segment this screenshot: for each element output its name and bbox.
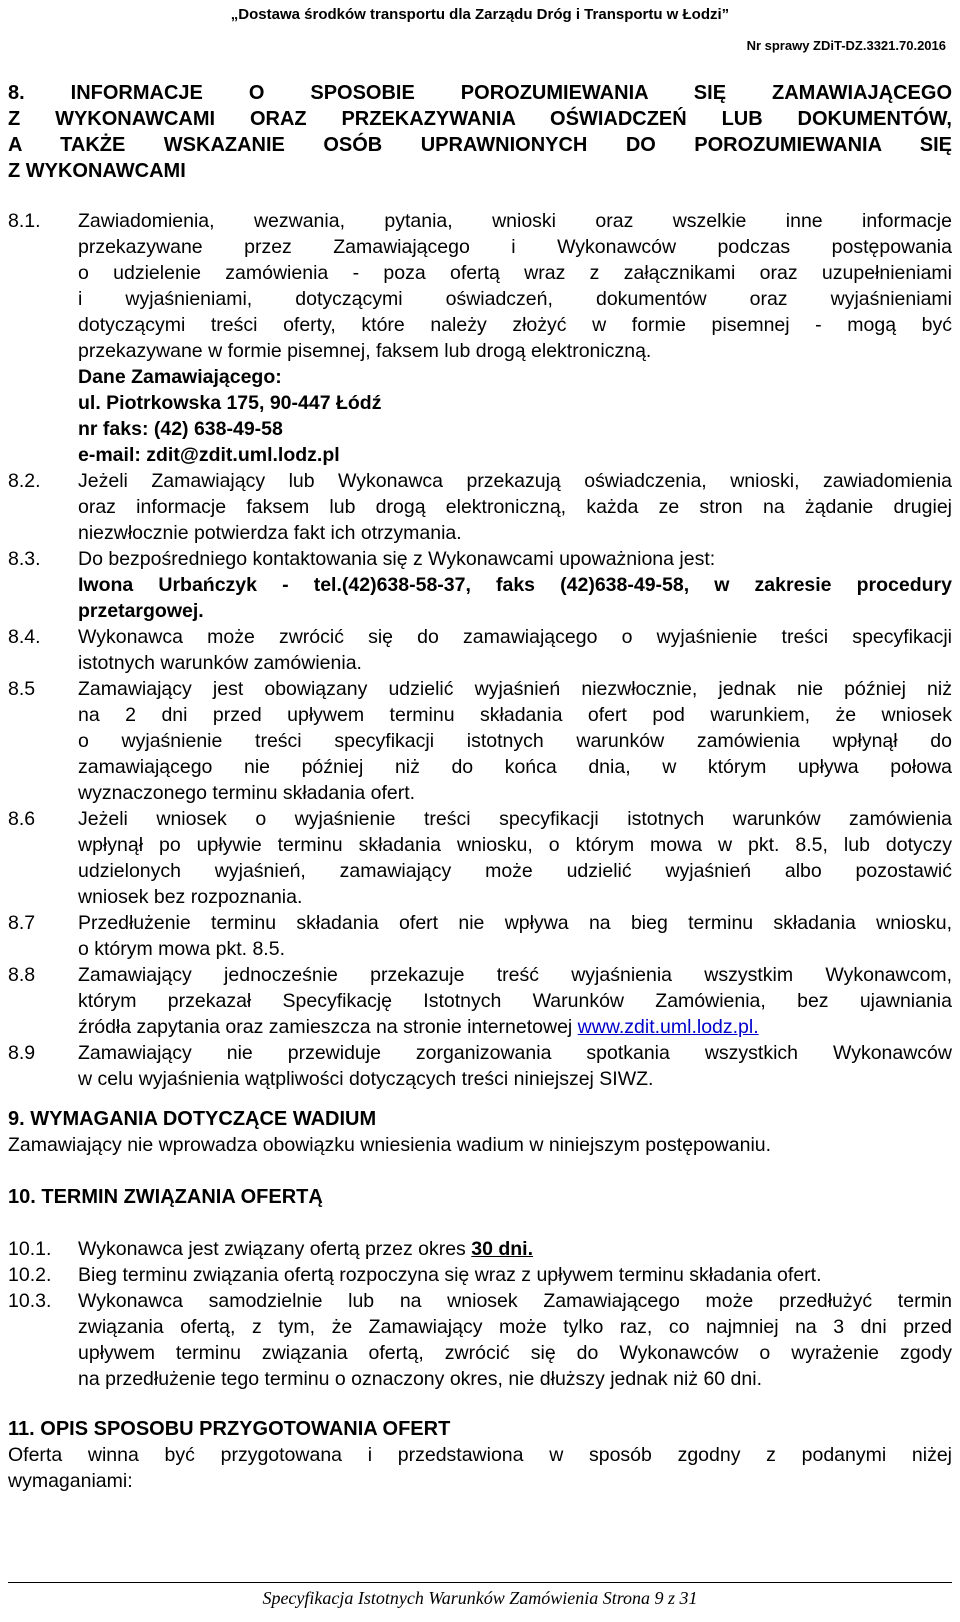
paragraph-line: Przedłużenie terminu składania ofert nie wpływa na bieg terminu składania wniosku,	[78, 912, 952, 934]
binding-period: 30 dni.	[471, 1238, 534, 1260]
section-8-title-line: 8. INFORMACJE O SPOSOBIE POROZUMIEWANIA SIĘ ZAMAWIAJĄCEGO	[8, 82, 952, 104]
paragraph-8-4	[8, 624, 952, 676]
paragraph-line: udzielonych wyjaśnień, zamawiający może udzielić wyjaśnień albo pozostawić	[78, 860, 952, 882]
paragraph-8-6	[8, 806, 952, 910]
paragraph-line: wpłynął po upływie terminu składania wniosku, o którym mowa w pkt. 8.5, lub dotyczy	[78, 834, 952, 856]
paragraph-line: istotnych warunków zamówienia.	[78, 652, 362, 674]
paragraph-line: wniosek bez rozpoznania.	[78, 886, 303, 908]
section-9-text: Zamawiający nie wprowadza obowiązku wniesienia wadium w niniejszym postępowaniu.	[8, 1134, 772, 1156]
paragraph-8-5	[8, 676, 952, 806]
section-11-text	[8, 1442, 952, 1494]
paragraph-number: 10.3.	[8, 1290, 52, 1312]
paragraph-number: 8.7	[8, 912, 36, 934]
paragraph-8-7	[8, 910, 952, 962]
paragraph-number: 8.1.	[8, 210, 41, 232]
paragraph-line: o którym mowa pkt. 8.5.	[78, 938, 285, 960]
paragraph-number: 10.2.	[8, 1264, 52, 1286]
paragraph-number: 8.6	[8, 808, 36, 830]
paragraph-line: niezwłocznie potwierdza fakt ich otrzymania.	[78, 522, 462, 544]
contact-fax: nr faks: (42) 638-49-58	[78, 418, 283, 440]
paragraph-number: 10.1.	[8, 1238, 52, 1260]
section-11-title: 11. OPIS SPOSOBU PRZYGOTOWANIA OFERT	[8, 1418, 451, 1440]
paragraph-line: Jeżeli wniosek o wyjaśnienie treści specyfikacji istotnych warunków zamówienia	[78, 808, 952, 830]
paragraph-line: związania ofertą, z tym, że Zamawiający może tylko raz, co najmniej na 3 dni przed	[78, 1316, 952, 1338]
paragraph-8-8	[8, 962, 952, 1040]
footer-divider	[8, 1582, 952, 1583]
paragraph-line: Zamawiający jest obowiązany udzielić wyjaśnień niezwłocznie, jednak nie później niż	[78, 678, 952, 700]
paragraph-line: przetargowej.	[78, 600, 204, 622]
paragraph-line: Zawiadomienia, wezwania, pytania, wnioski oraz wszelkie inne informacje	[78, 210, 952, 232]
case-number: Nr sprawy ZDiT-DZ.3321.70.2016	[746, 38, 946, 53]
paragraph-number: 8.8	[8, 964, 36, 986]
section-10-title: 10. TERMIN ZWIĄZANIA OFERTĄ	[8, 1186, 323, 1208]
paragraph-8-3	[8, 546, 952, 624]
paragraph-number: 8.2.	[8, 470, 41, 492]
paragraph-line: upływem terminu związania ofertą, zwrócić się do Wykonawców o wyrażenie zgody	[78, 1342, 952, 1364]
paragraph-line: dotyczącymi treści oferty, które należy złożyć w formie pisemnej - mogą być	[78, 314, 952, 336]
section-8-title-line: Z WYKONAWCAMI	[8, 160, 186, 182]
contact-email: e-mail: zdit@zdit.uml.lodz.pl	[78, 444, 340, 466]
section-8-title-line: A TAKŻE WSKAZANIE OSÓB UPRAWNIONYCH DO POROZUMIEWANIA SIĘ	[8, 134, 952, 156]
paragraph-line: przekazywane przez Zamawiającego i Wykonawców podczas postępowania	[78, 236, 952, 258]
paragraph-line: wyznaczonego terminu składania ofert.	[78, 782, 416, 804]
paragraph-8-9	[8, 1040, 952, 1092]
paragraph-number: 8.9	[8, 1042, 36, 1064]
paragraph-line: w celu wyjaśnienia wątpliwości dotyczących treści niniejszej SIWZ.	[78, 1068, 654, 1090]
paragraph-10-1	[8, 1236, 952, 1262]
section-8-title	[8, 80, 952, 184]
paragraph-number: 8.5	[8, 678, 36, 700]
paragraph-text: Wykonawca jest związany ofertą przez okres	[78, 1238, 472, 1260]
paragraph-line: Do bezpośredniego kontaktowania się z Wykonawcami upoważniona jest:	[78, 548, 716, 570]
paragraph-line: wymaganiami:	[8, 1470, 133, 1492]
paragraph-line: i wyjaśnieniami, dotyczącymi oświadczeń, dokumentów oraz wyjaśnieniami	[78, 288, 952, 310]
section-9-title: 9. WYMAGANIA DOTYCZĄCE WADIUM	[8, 1108, 377, 1130]
paragraph-number: 8.3.	[8, 548, 41, 570]
paragraph-line: na 2 dni przed upływem terminu składania ofert pod warunkiem, że wniosek	[78, 704, 952, 726]
document-header-title: „Dostawa środków transportu dla Zarządu Dróg i Transportu w Łodzi”	[230, 6, 730, 23]
contact-address: ul. Piotrkowska 175, 90-447 Łódź	[78, 392, 382, 414]
paragraph-line: zamawiającego nie później niż do końca dnia, w którym upływa połowa	[78, 756, 952, 778]
paragraph-10-3	[8, 1288, 952, 1392]
section-8-title-line: Z WYKONAWCAMI ORAZ PRZEKAZYWANIA OŚWIADCZEŃ LUB DOKUMENTÓW,	[8, 108, 952, 130]
paragraph-line: o wyjaśnienie treści specyfikacji istotnych warunków zamówienia wpłynął do	[78, 730, 952, 752]
page-footer: Specyfikacja Istotnych Warunków Zamówienia Strona 9 z 31	[262, 1588, 698, 1608]
contact-person: Iwona Urbańczyk - tel.(42)638-58-37, faks (42)638-49-58, w zakresie procedury	[78, 574, 952, 596]
paragraph-text: źródła zapytania oraz zamieszcza na stronie internetowej	[78, 1016, 578, 1038]
paragraph-line: którym przekazał Specyfikację Istotnych Warunków Zamówienia, bez ujawniania	[78, 990, 952, 1012]
paragraph-line: o udzielenie zamówienia - poza ofertą wraz z załącznikami oraz uzupełnieniami	[78, 262, 952, 284]
paragraph-8-1	[8, 208, 952, 468]
paragraph-line: Zamawiający nie przewiduje zorganizowania spotkania wszystkich Wykonawców	[78, 1042, 952, 1064]
paragraph-line: na przedłużenie tego terminu o oznaczony okres, nie dłuższy jednak niż 60 dni.	[78, 1368, 762, 1390]
paragraph-line	[78, 1014, 952, 1040]
paragraph-line: Wykonawca może zwrócić się do zamawiającego o wyjaśnienie treści specyfikacji	[78, 626, 952, 648]
paragraph-8-2	[8, 468, 952, 546]
paragraph-line: Bieg terminu związania ofertą rozpoczyna się wraz z upływem terminu składania ofert.	[78, 1264, 822, 1286]
paragraph-number: 8.4.	[8, 626, 41, 648]
paragraph-line: Zamawiający jednocześnie przekazuje treść wyjaśnienia wszystkim Wykonawcom,	[78, 964, 952, 986]
paragraph-line: oraz informacje faksem lub drogą elektroniczną, każda ze stron na żądanie drugiej	[78, 496, 952, 518]
website-link[interactable]: www.zdit.uml.lodz.pl.	[577, 1016, 759, 1038]
paragraph-line: przekazywane w formie pisemnej, faksem lub drogą elektroniczną.	[78, 340, 652, 362]
paragraph-10-2	[8, 1262, 952, 1288]
paragraph-line: Oferta winna być przygotowana i przedstawiona w sposób zgodny z podanymi niżej	[8, 1444, 952, 1466]
paragraph-line: Jeżeli Zamawiający lub Wykonawca przekazują oświadczenia, wnioski, zawiadomienia	[78, 470, 952, 492]
contact-label: Dane Zamawiającego:	[78, 366, 282, 388]
paragraph-line: Wykonawca samodzielnie lub na wniosek Zamawiającego może przedłużyć termin	[78, 1290, 952, 1312]
